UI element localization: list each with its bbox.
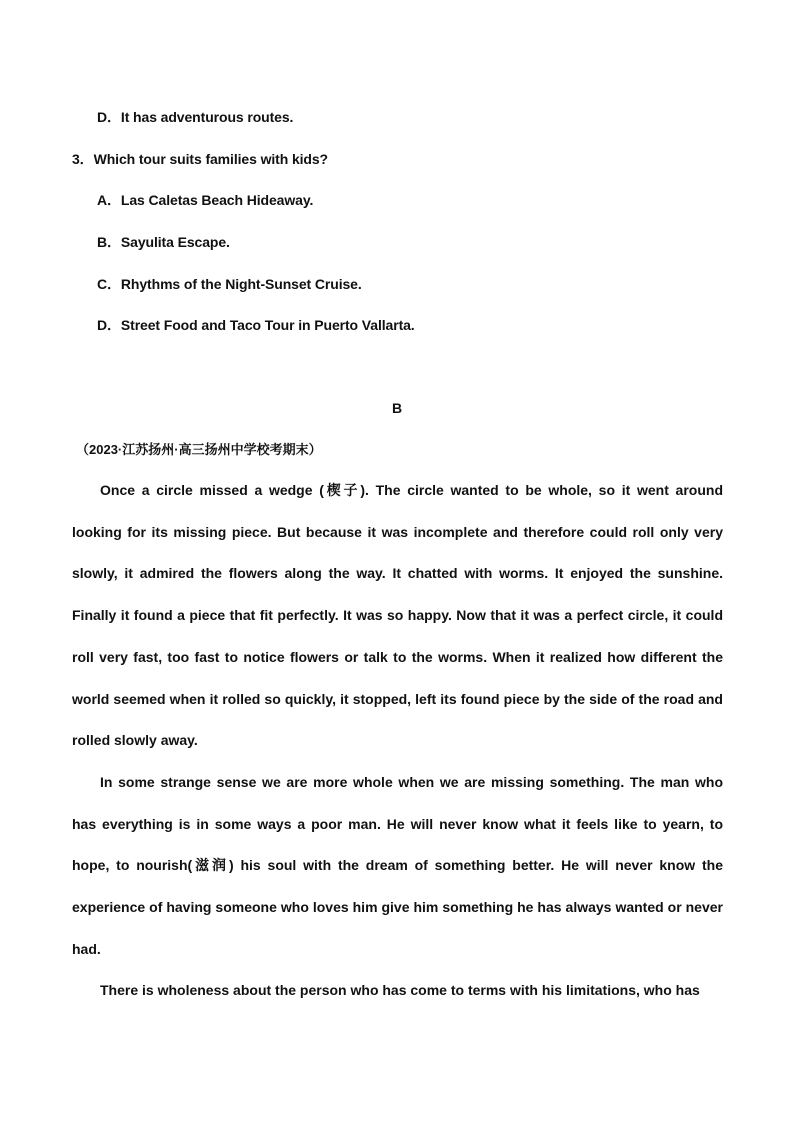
passage-source: （2023·江苏扬州·高三扬州中学校考期末） (76, 442, 322, 457)
question-3-option-a: A．Las Caletas Beach Hideaway. (97, 192, 314, 208)
question-3-stem: 3．Which tour suits families with kids? (72, 151, 329, 167)
passage-paragraph-1: Once a circle missed a wedge (楔子). The circle wanted to be whole, so it went around looking for its missing piece. But because it was incomplete and therefore could roll only very slowly, it admired the flowers along the way. It chatted with worms. It enjoyed the sunshine. Finally it found a piece that fit perfectly. It was so happy. Now that it was a perfect circle, it could roll very fast, too fast to notice flowers or talk to the worms. When it realized how different the world seemed when it rolled so quickly, it stopped, left its found piece by the side of the road and rolled slowly away. (72, 482, 723, 749)
passage-paragraph-2: In some strange sense we are more whole when we are missing something. The man who has everything is in some ways a poor man. He will never know what it feels like to yearn, to hope, to nourish(滋润) his soul with the dream of something better. He will never know the experience of having someone who loves him give him something he has always wanted or never had. (72, 774, 723, 957)
option-d-previous: D．It has adventurous routes. (97, 109, 294, 125)
question-3-option-b: B．Sayulita Escape. (97, 234, 230, 250)
question-3-option-c: C．Rhythms of the Night-Sunset Cruise. (97, 276, 362, 292)
section-heading-b: B (391, 400, 403, 416)
question-3-option-d: D．Street Food and Taco Tour in Puerto Vallarta. (97, 317, 415, 333)
passage-paragraph-3: There is wholeness about the person who has come to terms with his limitations, who has (100, 982, 700, 998)
